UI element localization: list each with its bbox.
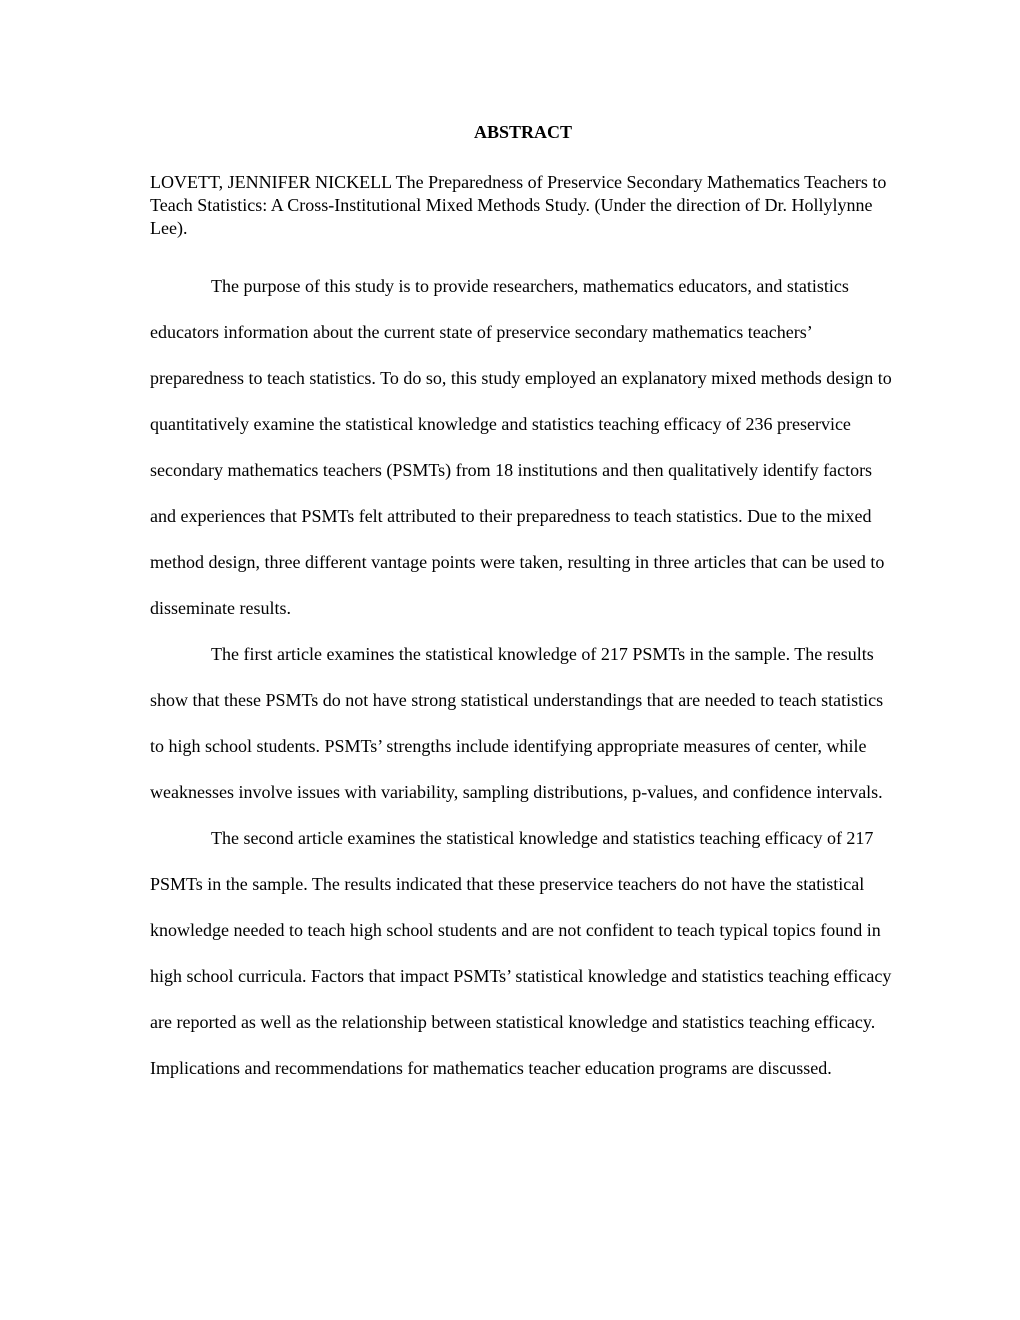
paragraph-second-article: The second article examines the statistical knowledge and statistics teaching efficacy of 217 PSMTs in the sample. The results indicated that these preservice teachers do not have the statistical knowledge needed to teach high school students and are not confident to teach typical topics found in high school curricula. Factors that impact PSMTs’ statistical knowledge and statistics teaching efficacy are reported as well as the relationship between statistical knowledge and statistics teaching efficacy. Implications and recommendations for mathematics teacher education programs are discussed.: [150, 828, 892, 1078]
abstract-page: [150, 118, 896, 1091]
paragraph-purpose: The purpose of this study is to provide researchers, mathematics educators, and statistics educators information about the current state of preservice secondary mathematics teachers’ preparedness to teach statistics. To do so, this study employed an explanatory mixed methods design to quantitatively examine the statistical knowledge and statistics teaching efficacy of 236 preservice secondary mathematics teachers (PSMTs) from 18 institutions and then qualitatively identify factors and experiences that PSMTs felt attributed to their preparedness to teach statistics. Due to the mixed method design, three different vantage points were taken, resulting in three articles that can be used to disseminate results.: [150, 276, 892, 618]
citation-block: LOVETT, JENNIFER NICKELL The Preparedness of Preservice Secondary Mathematics Teachers to Teach Statistics: A Cross-Institutional Mixed Methods Study. (Under the direction of Dr. Hollylynne Lee).: [150, 172, 887, 238]
abstract-title: ABSTRACT: [473, 122, 573, 142]
paragraph-first-article: The first article examines the statistical knowledge of 217 PSMTs in the sample. The results show that these PSMTs do not have strong statistical understandings that are needed to teach statistics to high school students. PSMTs’ strengths include identifying appropriate measures of center, while weaknesses involve issues with variability, sampling distributions, p-values, and confidence intervals.: [150, 644, 884, 802]
